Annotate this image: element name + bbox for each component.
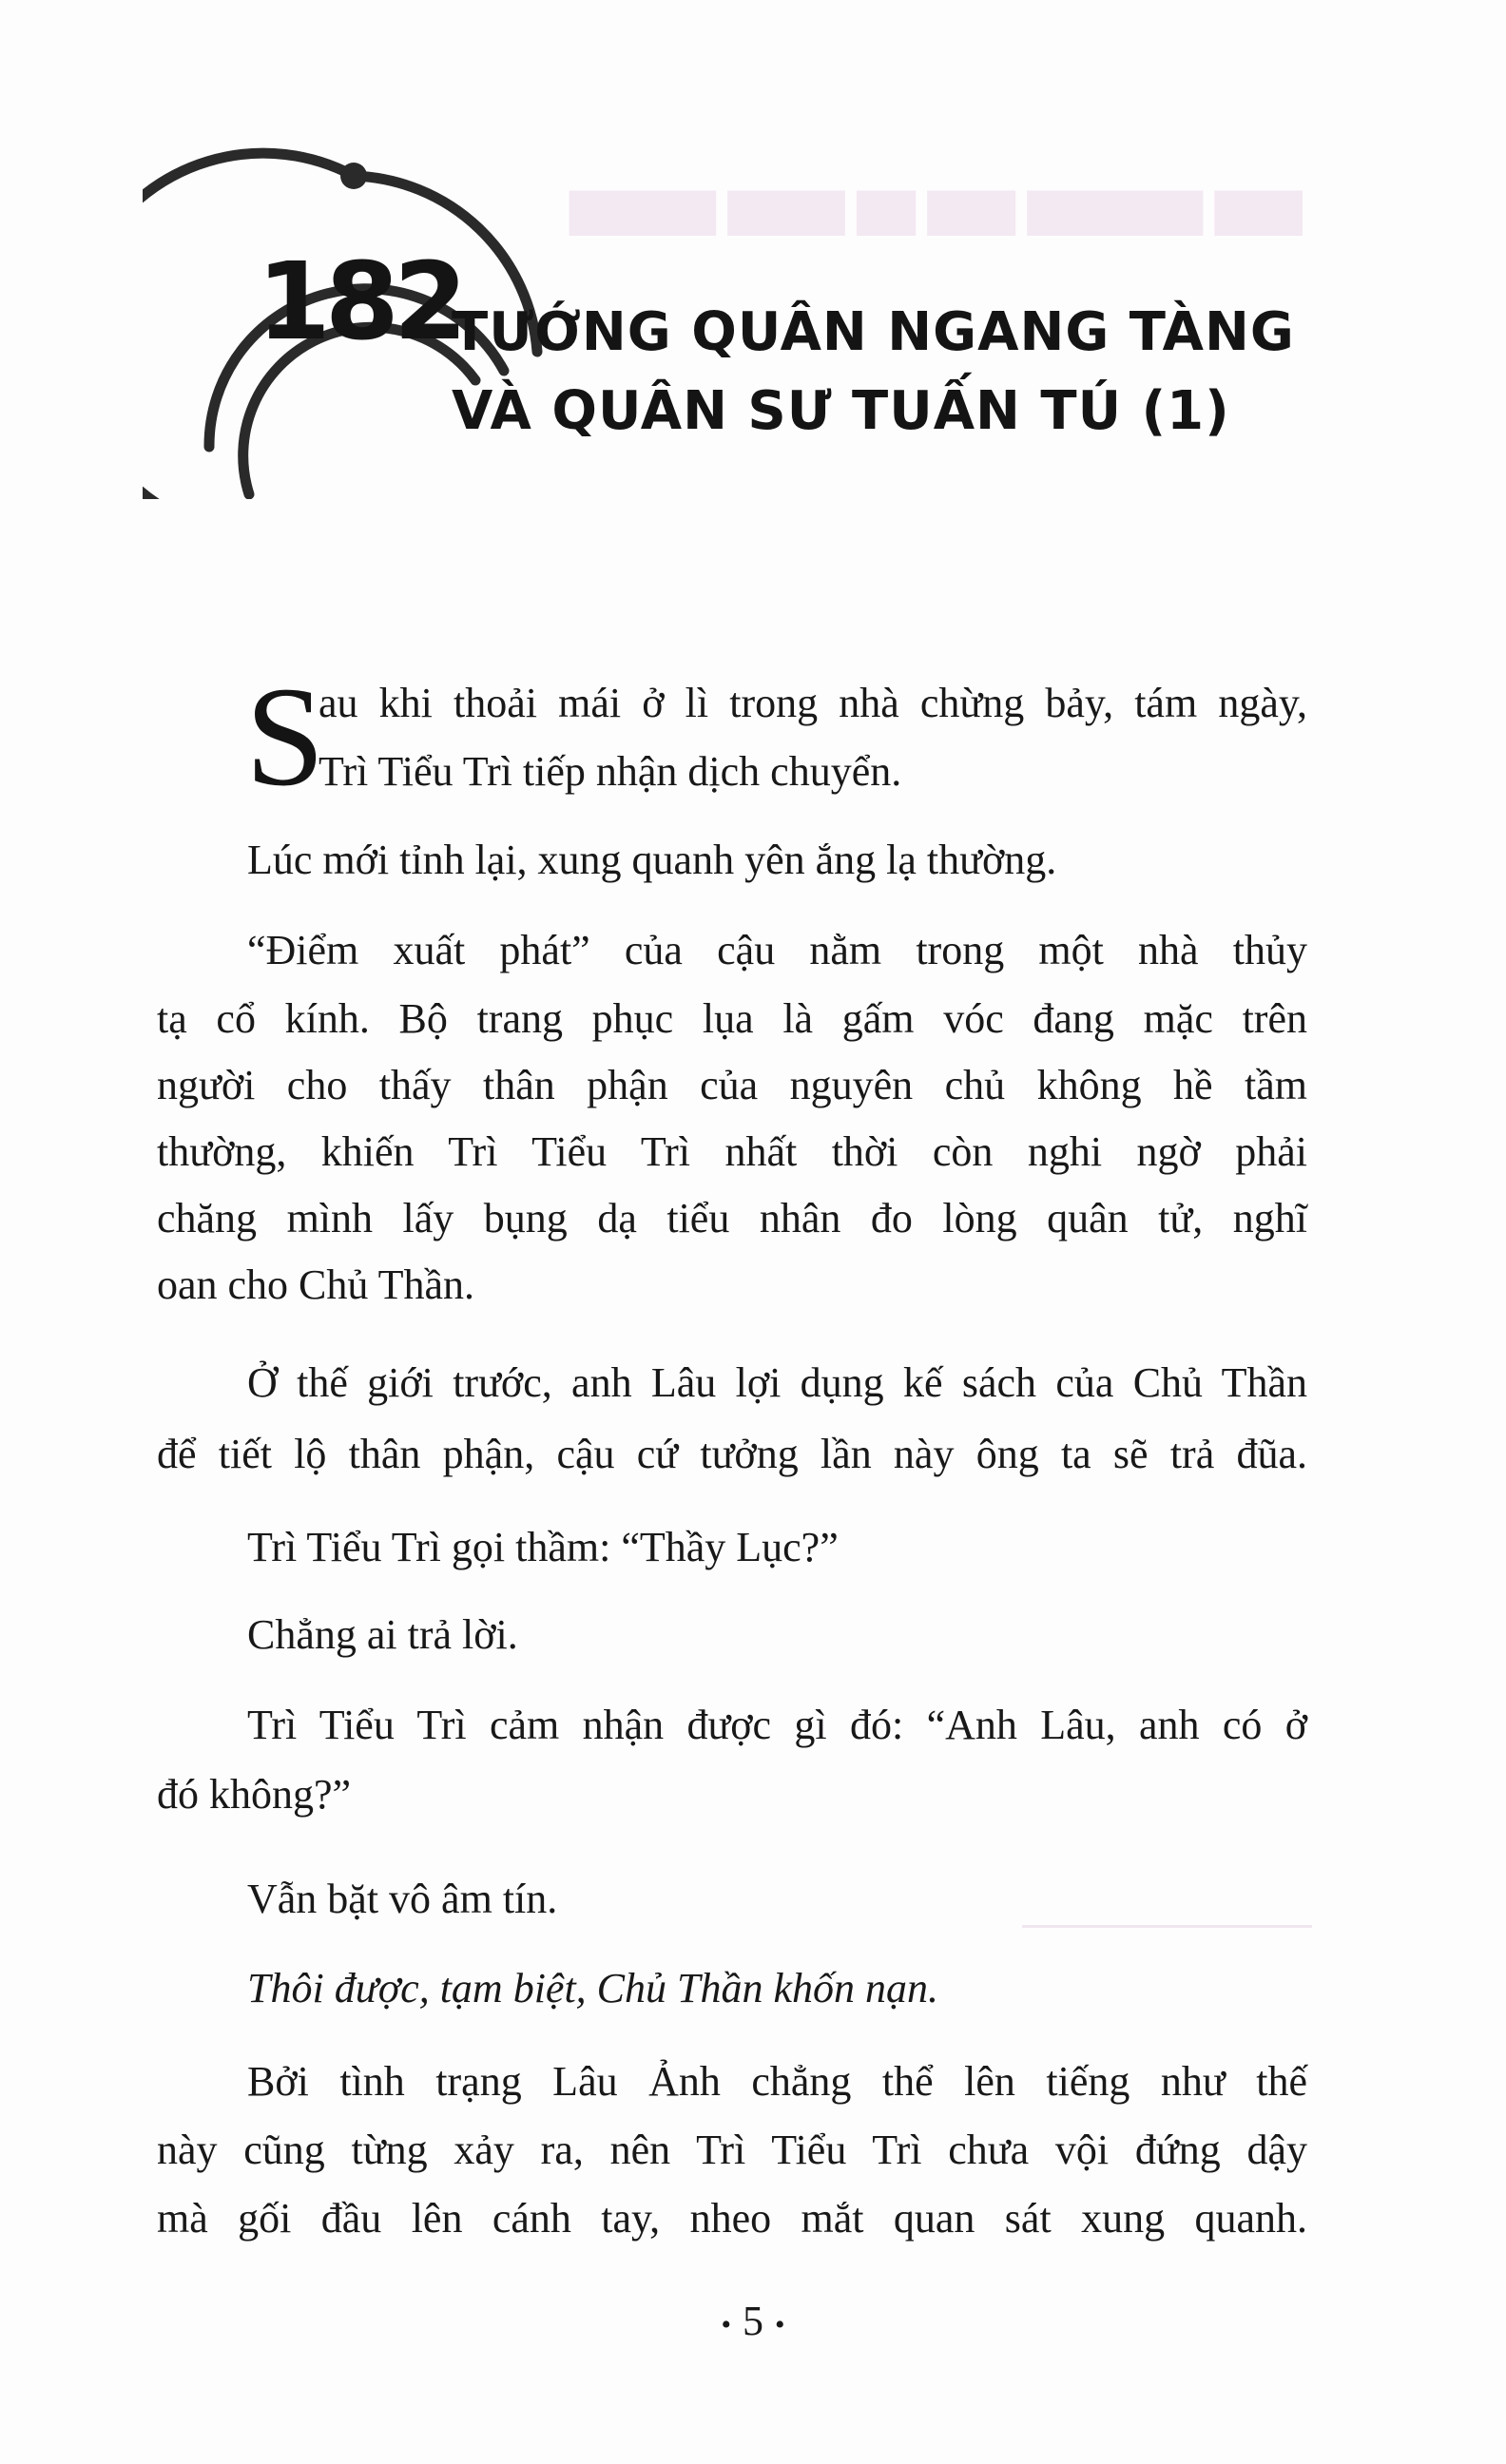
body-line: để tiết lộ thân phận, cậu cứ tưởng lần này ông ta sẽ trả đũa. bbox=[157, 1431, 1307, 1477]
chapter-title-line-2: VÀ QUÂN SƯ TUẤN TÚ (1) bbox=[452, 380, 1230, 442]
body-line: thường, khiến Trì Tiểu Trì nhất thời còn nghi ngờ phải bbox=[157, 1128, 1307, 1175]
body-line: người cho thấy thân phận của nguyên chủ không hề tầm bbox=[157, 1062, 1307, 1108]
body-line: Trì Tiểu Trì tiếp nhận dịch chuyển. bbox=[319, 748, 902, 795]
body-line: Vẫn bặt vô âm tín. bbox=[247, 1876, 558, 1922]
body-line: này cũng từng xảy ra, nên Trì Tiểu Trì chưa vội đứng dậy bbox=[157, 2127, 1307, 2173]
chapter-number: 182 bbox=[257, 241, 462, 364]
body-line: Trì Tiểu Trì cảm nhận được gì đó: “Anh Lâu, anh có ở bbox=[247, 1702, 1307, 1748]
body-line: Bởi tình trạng Lâu Ảnh chẳng thể lên tiếng như thế bbox=[247, 2058, 1307, 2105]
page-number-value: 5 bbox=[743, 2298, 763, 2344]
body-line: đó không?” bbox=[157, 1771, 352, 1818]
body-line-italic: Thôi được, tạm biệt, Chủ Thần khốn nạn. bbox=[247, 1965, 939, 2012]
body-line: chăng mình lấy bụng dạ tiểu nhân đo lòng quân tử, nghĩ bbox=[157, 1195, 1307, 1242]
bullet-left: • bbox=[721, 2308, 731, 2340]
bleed-through-text: ███ ██████ ███ ██ ████ █████ bbox=[569, 192, 1303, 236]
body-line: Lúc mới tỉnh lại, xung quanh yên ắng lạ thường. bbox=[247, 837, 1057, 883]
drop-cap: S bbox=[245, 658, 325, 816]
page-number bbox=[0, 2293, 1506, 2354]
body-line: “Điểm xuất phát” của cậu nằm trong một nhà thủy bbox=[247, 927, 1307, 973]
body-line: mà gối đầu lên cánh tay, nheo mắt quan sát xung quanh. bbox=[157, 2195, 1307, 2242]
body-line: Chẳng ai trả lời. bbox=[247, 1611, 518, 1658]
chapter-title-line-1: TƯỚNG QUÂN NGANG TÀNG bbox=[452, 301, 1295, 363]
body-line: Trì Tiểu Trì gọi thầm: “Thầy Lục?” bbox=[247, 1524, 839, 1570]
body-line: oan cho Chủ Thần. bbox=[157, 1261, 475, 1308]
body-line: tạ cổ kính. Bộ trang phục lụa là gấm vóc đang mặc trên bbox=[157, 995, 1307, 1042]
body-line: Ở thế giới trước, anh Lâu lợi dụng kế sách của Chủ Thần bbox=[247, 1359, 1307, 1406]
body-line: au khi thoải mái ở lì trong nhà chừng bảy, tám ngày, bbox=[319, 680, 1307, 726]
bullet-right: • bbox=[775, 2308, 785, 2340]
